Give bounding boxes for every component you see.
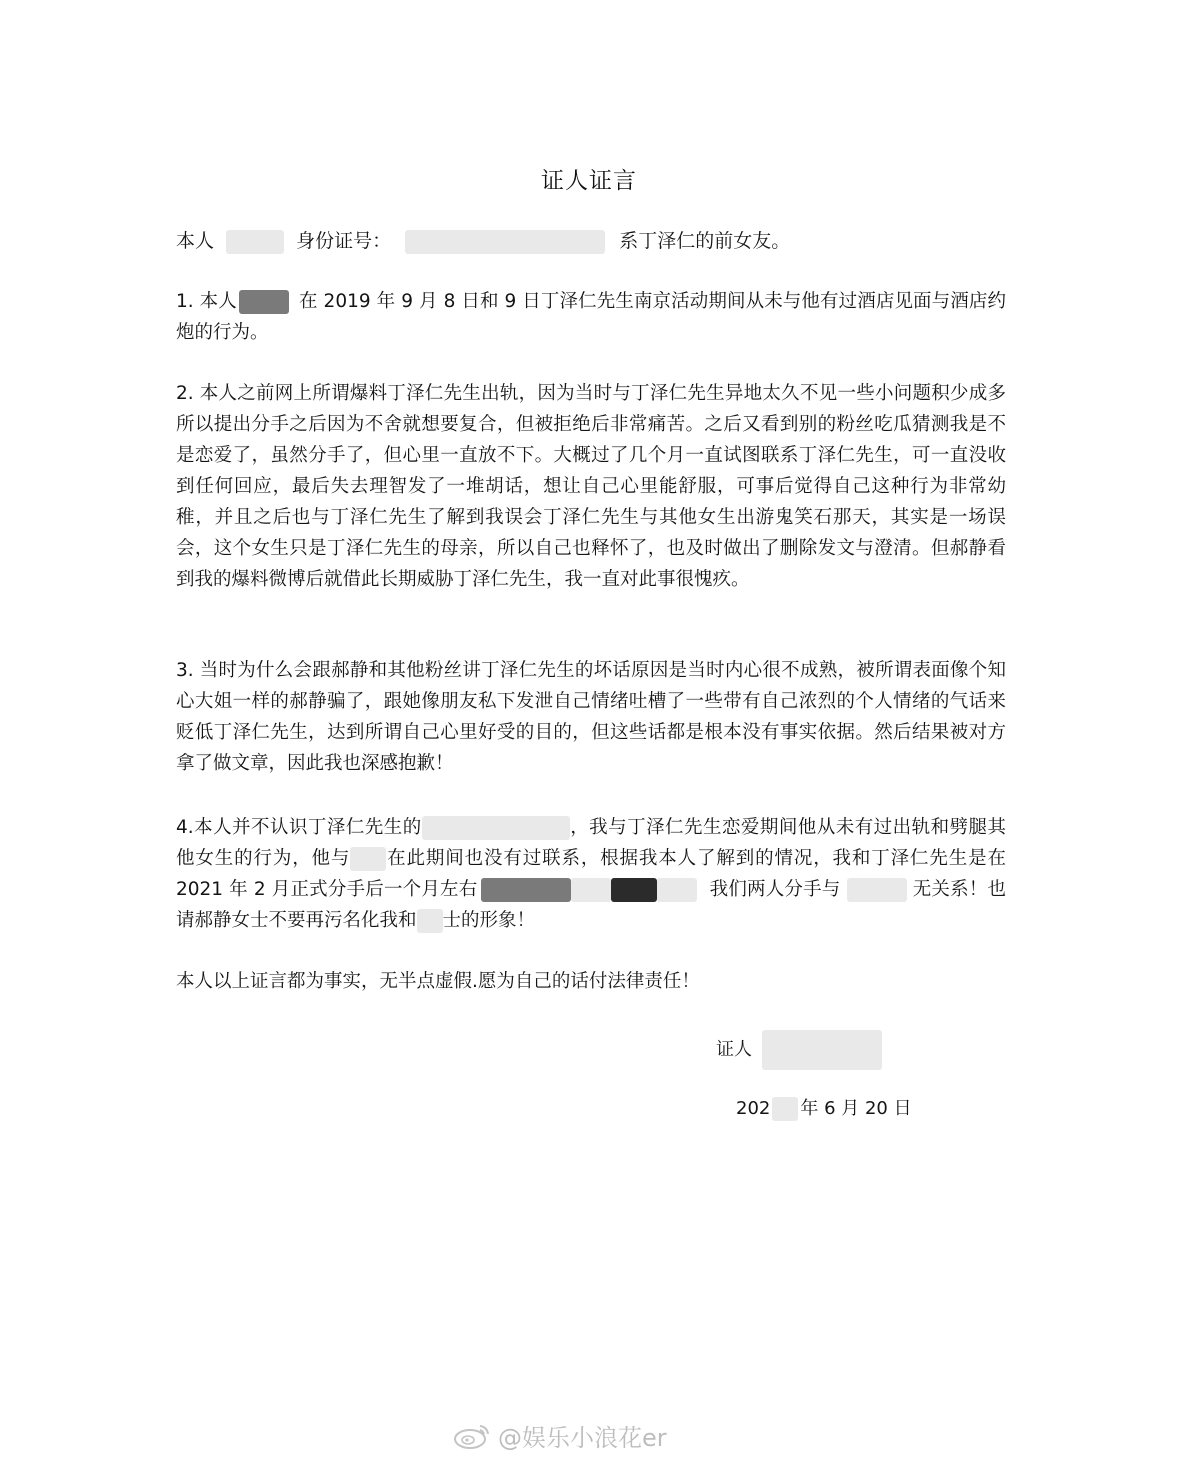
para4-part-d: 我们两人分手与 bbox=[709, 879, 841, 900]
signature-label: 证人 bbox=[716, 1039, 752, 1060]
redaction-h bbox=[417, 909, 443, 933]
paragraph-4 bbox=[176, 812, 1006, 936]
redaction-a bbox=[422, 816, 570, 840]
para4-part-c: 在此期间也没有过联系，根据我本人了解到的情况，我和丁泽仁先生是在 2021 年 2 月正式分手后一个月左右 bbox=[176, 848, 1006, 900]
para4-part-b: ，我与丁泽仁先生恋爱期间他从未有过出轨和劈腿其他女生的行为，他与 bbox=[176, 817, 1006, 869]
closing-statement: 本人以上证言都为事实，无半点虚假.愿为自己的话付法律责任！ bbox=[176, 971, 700, 992]
para1-rest: 在 2019 年 9 月 8 日和 9 日丁泽仁先生南京活动期间从未与他有过酒店见面与酒店约炮的行为。 bbox=[176, 291, 1006, 343]
weibo-icon bbox=[452, 1422, 492, 1450]
id-label: 身份证号： bbox=[296, 230, 392, 252]
signature-redaction bbox=[762, 1030, 882, 1070]
date-line bbox=[736, 1094, 912, 1121]
para1-start: 1. 本人 bbox=[176, 291, 237, 312]
redaction-e bbox=[611, 878, 657, 902]
document-title: 证人证言 bbox=[541, 168, 637, 194]
paragraph-2: 2. 本人之前网上所谓爆料丁泽仁先生出轨，因为当时与丁泽仁先生异地太久不见一些小问题积少成多所以提出分手之后因为不舍就想要复合，但被拒绝后非常痛苦。之后又看到别的粉丝吃瓜猜测我是不是恋爱了，虽然分手了，但心里一直放不下。大概过了几个月一直试图联系丁泽仁先生，可一直没收到任何回应，最后失去理智发了一堆胡话，想让自己心里能舒服，可事后觉得自己这种行为非常幼稚，并且之后也与丁泽仁先生了解到我误会丁泽仁先生与其他女生出游鬼笑石那天，其实是一场误会，这个女生只是丁泽仁先生的母亲，所以自己也释怀了，也及时做出了删除发文与澄清。但郝静看到我的爆料微博后就借此长期威胁丁泽仁先生，我一直对此事很愧疚。 bbox=[176, 383, 1006, 590]
intro-suffix: 系丁泽仁的前女友。 bbox=[619, 230, 791, 252]
redaction-b bbox=[350, 847, 386, 871]
name-redaction bbox=[226, 230, 284, 254]
para4-part-e: 无关系！也请郝静女士不要再污名化我和 bbox=[176, 879, 1006, 931]
para4-part-a: 4.本人并不认识丁泽仁先生的 bbox=[176, 817, 422, 838]
date-year: 202 bbox=[736, 1098, 771, 1119]
redaction-f bbox=[657, 878, 697, 902]
intro-line bbox=[176, 226, 1016, 256]
para4-part-f: 士的形象！ bbox=[442, 910, 536, 931]
date-rest: 年 6 月 20 日 bbox=[800, 1098, 912, 1119]
watermark bbox=[452, 1418, 667, 1453]
signature-line bbox=[716, 1030, 882, 1070]
paragraph-3: 3. 当时为什么会跟郝静和其他粉丝讲丁泽仁先生的坏话原因是当时内心很不成熟，被所谓表面像个知心大姐一样的郝静骗了，跟她像朋友私下发泄自己情绪吐槽了一些带有自己浓烈的个人情绪的气话来贬低丁泽仁先生，达到所谓自己心里好受的目的，但这些话都是根本没有事实依据。然后结果被对方拿了做文章，因此我也深感抱歉！ bbox=[176, 660, 1006, 774]
paragraph-1 bbox=[176, 286, 1006, 348]
redaction-c bbox=[481, 878, 571, 902]
redaction-g bbox=[847, 878, 907, 902]
date-redaction bbox=[772, 1097, 798, 1121]
name-redaction-2 bbox=[239, 290, 289, 314]
redaction-d bbox=[571, 878, 611, 902]
watermark-text: @娱乐小浪花er bbox=[498, 1424, 667, 1452]
intro-prefix: 本人 bbox=[176, 230, 215, 252]
id-redaction bbox=[405, 230, 605, 254]
